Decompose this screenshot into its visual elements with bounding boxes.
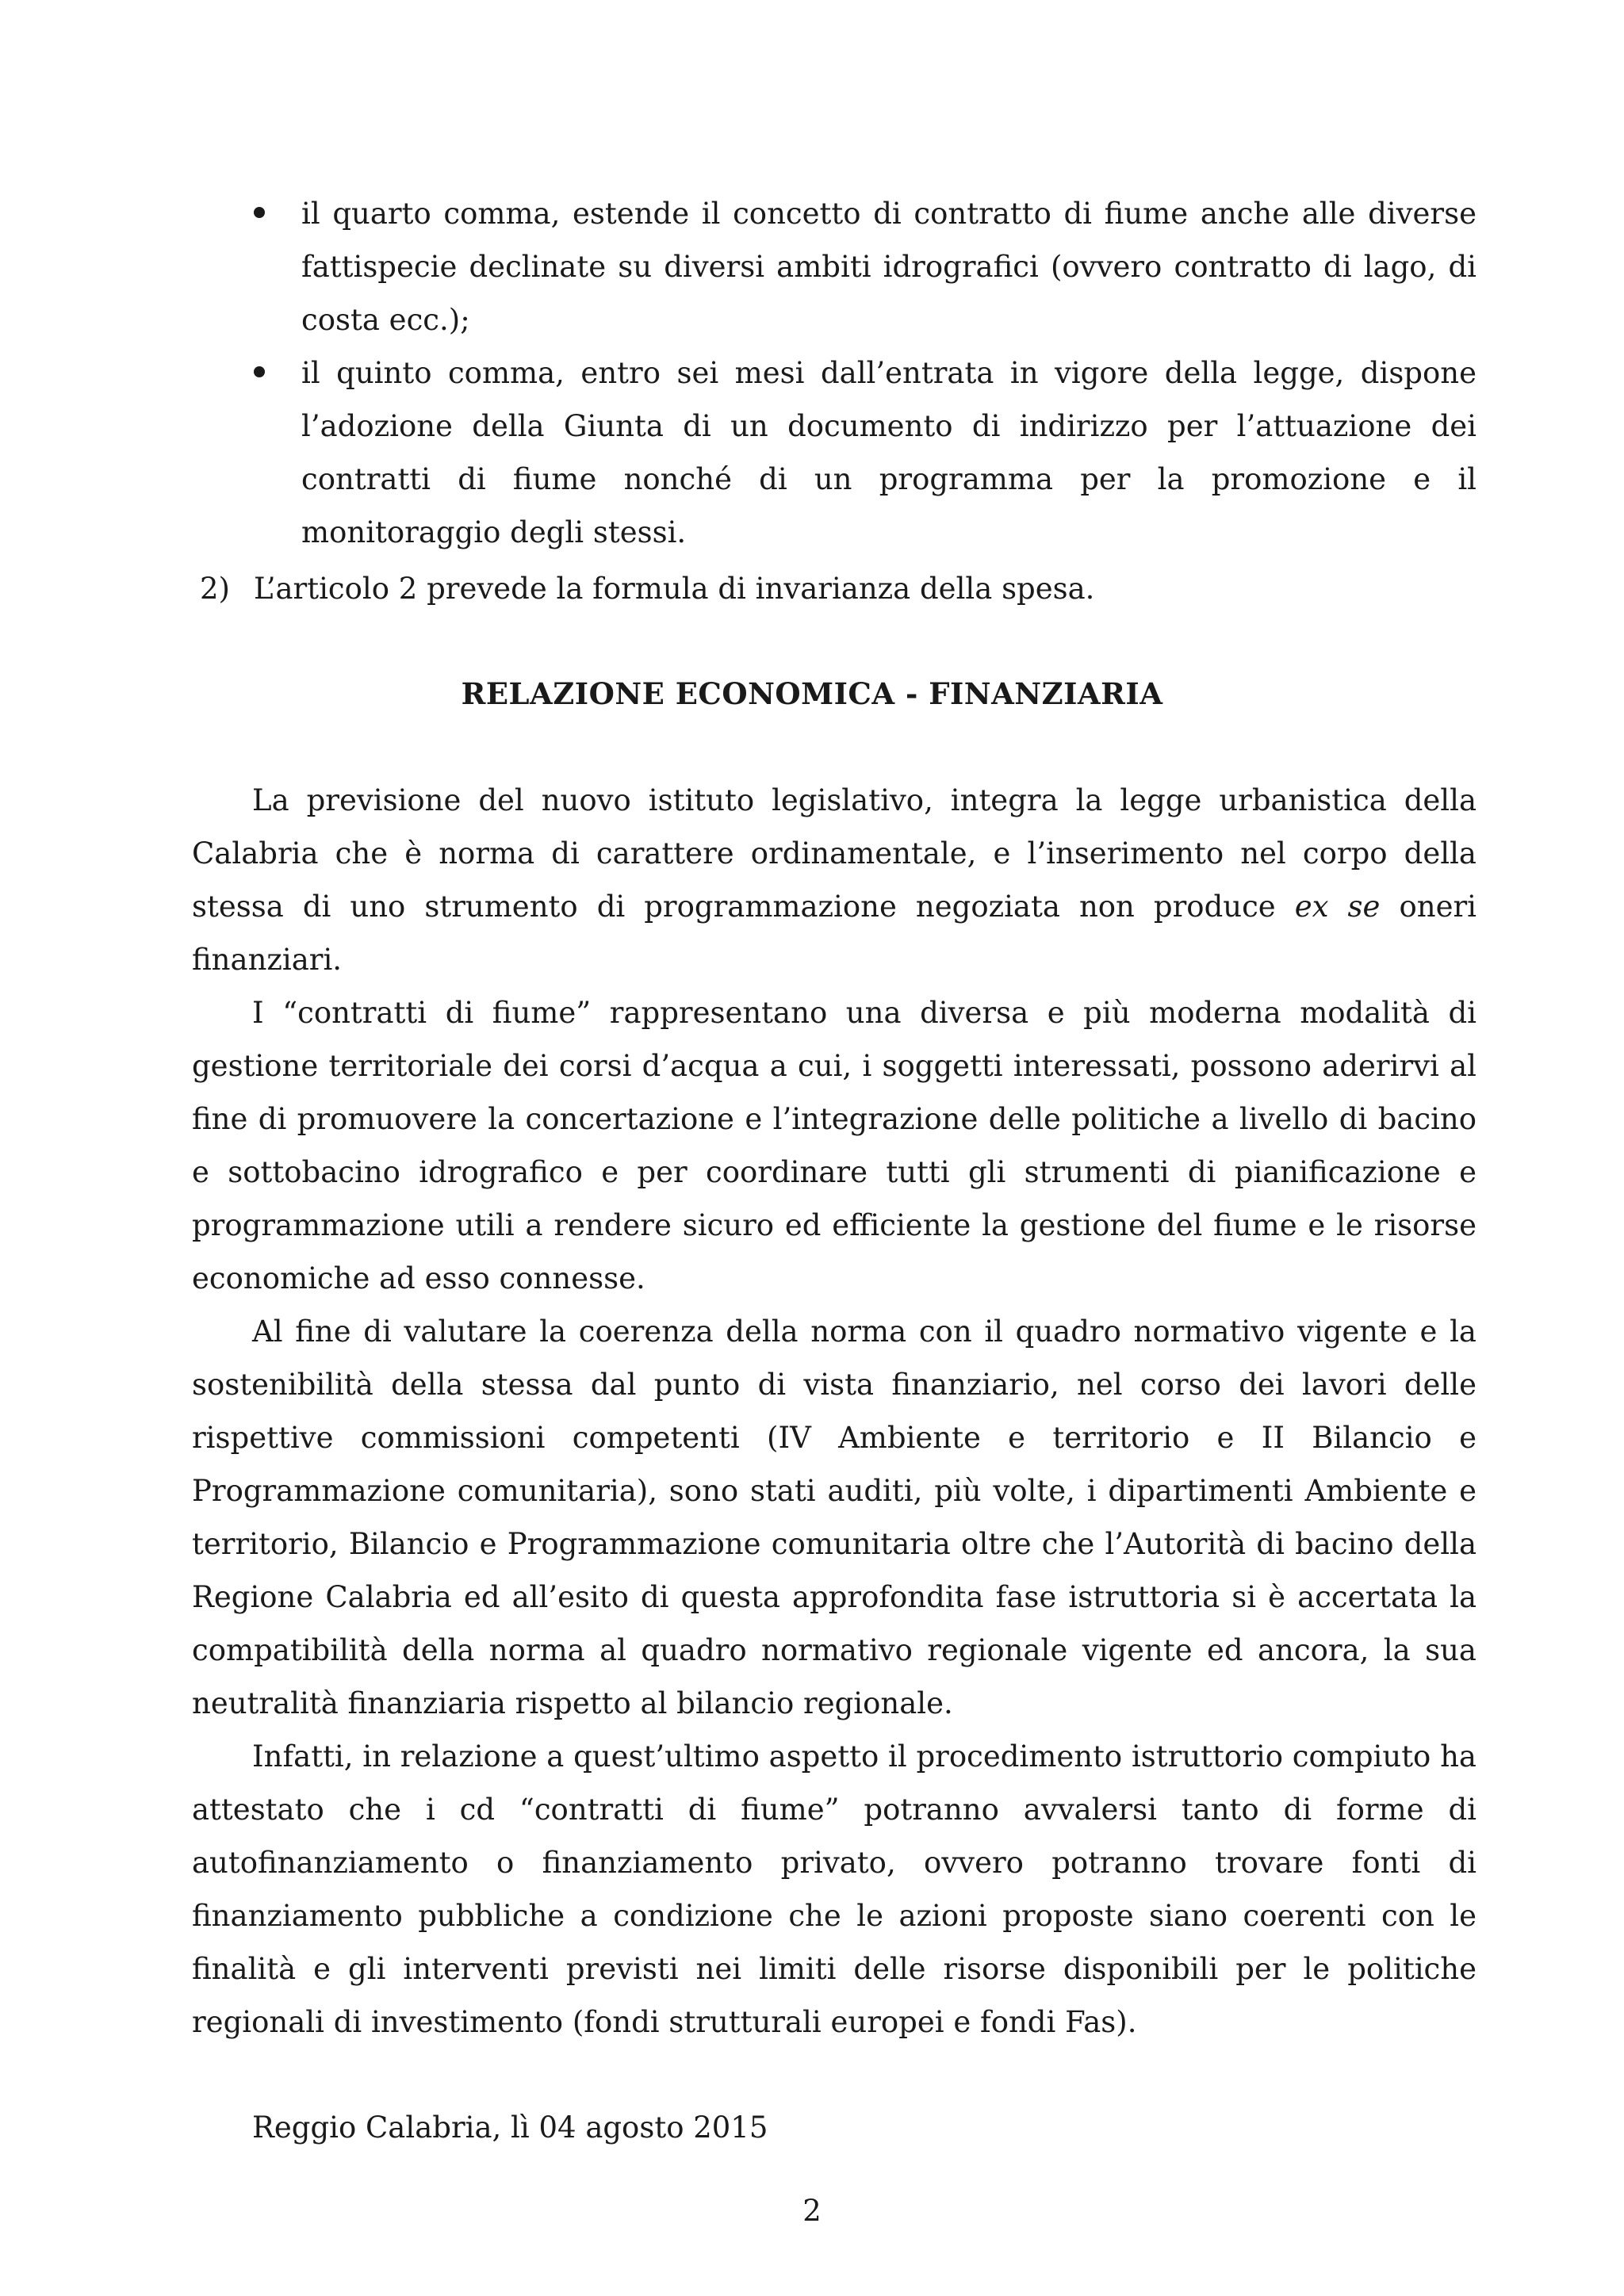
page-number: 2	[802, 2194, 822, 2228]
paragraph-1	[192, 774, 1477, 986]
paragraph-1-text: La previsione del nuovo istituto legislativo, integra la legge urbanistica della Calabria che è norma di carattere ordinamentale, e l’inserimento nel corpo della stessa di uno strumento di programmazione negoziata non produce	[192, 783, 1477, 924]
bullet-icon	[254, 366, 265, 377]
italic-phrase: ex se	[1294, 890, 1381, 924]
paragraph-4: Infatti, in relazione a quest’ultimo aspetto il procedimento istruttorio compiuto ha attestato che i cd “contratti di fiume” potranno avvalersi tanto di forme di autofinanziamento o finanziamento privato, ovvero potranno trovare fonti di finanziamento pubbliche a condizione che le azioni proposte siano coerenti con le finalità e gli interventi previsti nei limiti delle risorse disponibili per le politiche regionali di investimento (fondi strutturali europei e fondi Fas).	[192, 1739, 1477, 2039]
paragraph-1-end: oneri finanziari.	[192, 890, 1477, 977]
bullet-item	[246, 187, 1477, 346]
bullet-text: il quinto comma, entro sei mesi dall’entrata in vigore della legge, dispone l’adozione della Giunta di un documento di indirizzo per l’attuazione dei contratti di fiume nonché di un programma per la promozione e il monitoraggio degli stessi.	[301, 356, 1477, 549]
numbered-item	[200, 562, 1484, 615]
item-text: L’articolo 2 prevede la formula di invarianza della spesa.	[254, 572, 1095, 606]
item-number: 2)	[200, 572, 230, 606]
bullet-item	[246, 346, 1477, 559]
bullet-list	[246, 187, 1477, 559]
paragraph-2: I “contratti di fiume” rappresentano una diversa e più moderna modalità di gestione territoriale dei corsi d’acqua a cui, i soggetti interessati, possono aderirvi al fine di promuovere la concertazione e l’integrazione delle politiche a livello di bacino e sottobacino idrografico e per coordinare tutti gli strumenti di pianificazione e programmazione utili a rendere sicuro ed efficiente la gestione del fiume e le risorse economiche ad esso connesse.	[192, 996, 1477, 1295]
section-heading: RELAZIONE ECONOMICA - FINANZIARIA	[461, 676, 1163, 711]
bullet-text: il quarto comma, estende il concetto di contratto di fiume anche alle diverse fattispecie declinate su diversi ambiti idrografici (ovvero contratto di lago, di costa ecc.);	[301, 197, 1477, 337]
paragraph-3: Al fine di valutare la coerenza della norma con il quadro normativo vigente e la sostenibilità della stessa dal punto di vista finanziario, nel corso dei lavori delle rispettive commissioni competenti (IV Ambiente e territorio e II Bilancio e Programmazione comunitaria), sono stati auditi, più volte, i dipartimenti Ambiente e territorio, Bilancio e Programmazione comunitaria oltre che l’Autorità di bacino della Regione Calabria ed all’esito di questa approfondita fase istruttoria si è accertata la compatibilità della norma al quadro normativo regionale vigente ed ancora, la sua neutralità finanziaria rispetto al bilancio regionale.	[192, 1314, 1477, 1720]
report-body	[192, 774, 1477, 2049]
bullet-icon	[254, 207, 265, 218]
place-and-date: Reggio Calabria, lì 04 agosto 2015	[252, 2110, 768, 2145]
